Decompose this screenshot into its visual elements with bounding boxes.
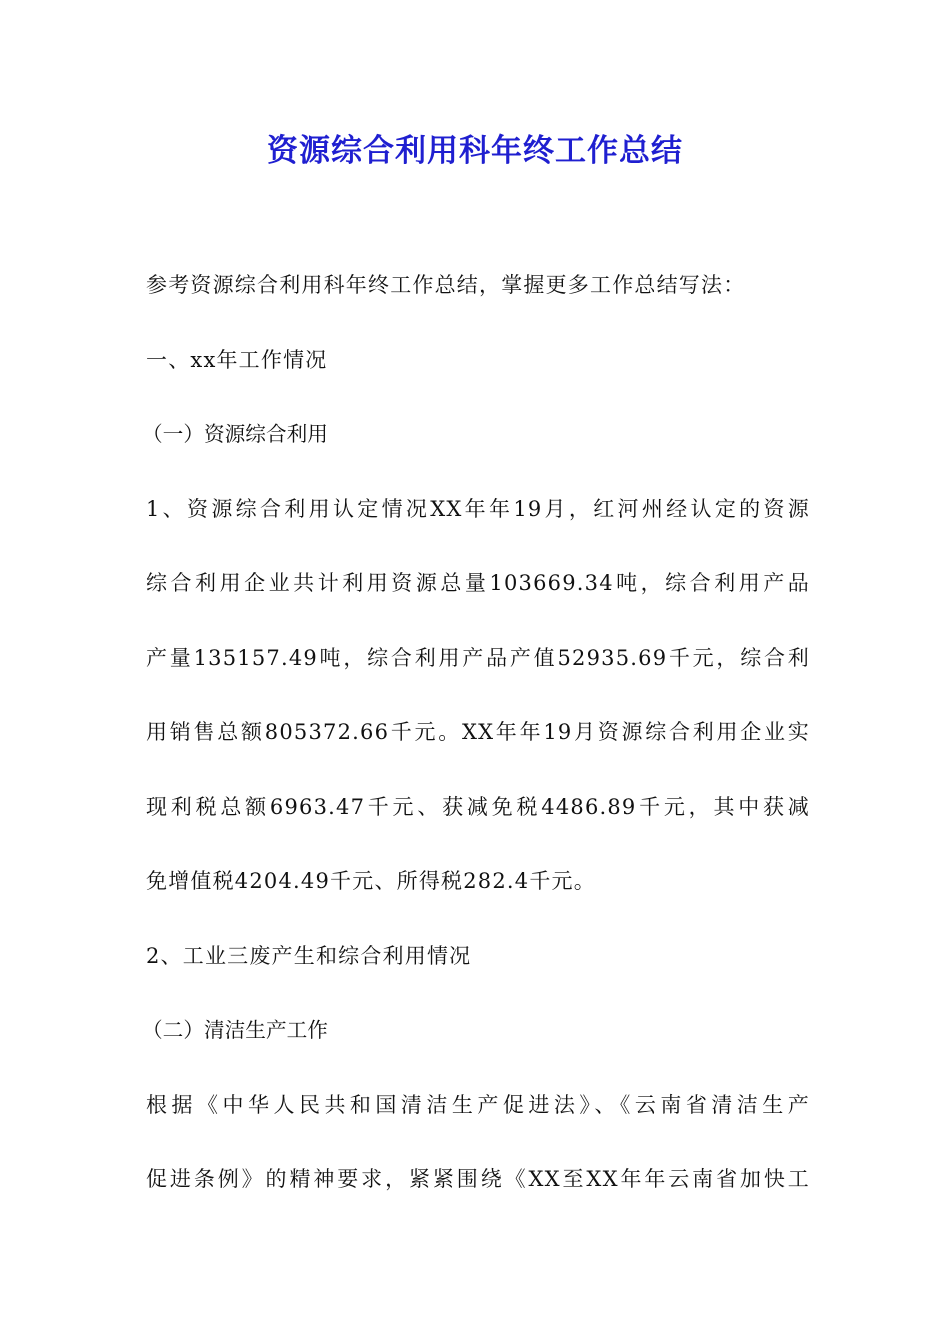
text-line: 用销售总额805372.66千元。XX年年19月资源综合利用企业实 — [146, 720, 810, 744]
intro-paragraph — [146, 248, 810, 323]
subsection-heading — [142, 993, 810, 1068]
text-line: （一）资源综合利用 — [142, 422, 328, 446]
text-line: 参考资源综合利用科年终工作总结，掌握更多工作总结写法： — [146, 273, 746, 297]
body-paragraph — [146, 1068, 810, 1217]
text-line: 免增值税4204.49千元、所得税282.4千元。 — [146, 869, 596, 893]
text-line: 现利税总额6963.47千元、获减免税4486.89千元，其中获减 — [146, 794, 810, 819]
body-paragraph — [146, 472, 810, 919]
subsection-heading — [142, 397, 810, 472]
text-line: 一、xx年工作情况 — [146, 347, 328, 372]
text-line: 促进条例》的精神要求，紧紧围绕《XX至XX年年云南省加快工 — [146, 1167, 810, 1191]
document-title: 资源综合利用科年终工作总结 — [267, 133, 683, 169]
section-heading — [146, 323, 810, 398]
text-line: （二）清洁生产工作 — [142, 1018, 328, 1042]
text-line: 2、工业三废产生和综合利用情况 — [146, 943, 472, 968]
text-line: 根据《中华人民共和国清洁生产促进法》、《云南省清洁生产 — [146, 1092, 810, 1117]
item-heading — [146, 919, 810, 994]
text-line: 产量135157.49吨，综合利用产品产值52935.69千元，综合利 — [146, 645, 810, 670]
text-line: 综合利用企业共计利用资源总量103669.34吨，综合利用产品 — [146, 571, 810, 595]
document-body — [142, 248, 810, 1217]
text-line: 1、资源综合利用认定情况XX年年19月，红河州经认定的资源 — [146, 496, 810, 521]
